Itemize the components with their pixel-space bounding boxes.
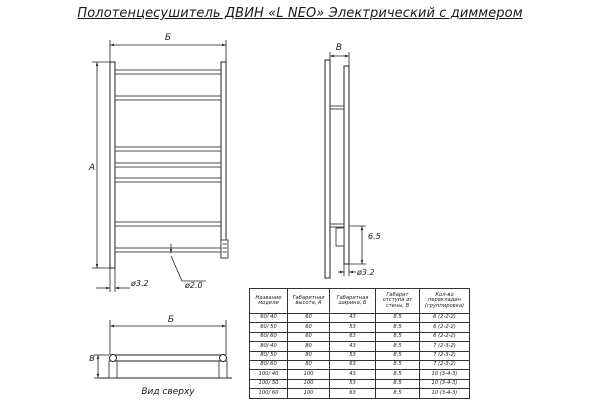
header-bars: Кол-во перекладин (группировка) <box>420 289 470 314</box>
front-valve-diameter-label: ø2.0 <box>185 281 203 290</box>
table-row <box>250 360 470 369</box>
side-mount-height-label: 6.5 <box>368 232 381 241</box>
cell-model: 60/ 50 <box>250 323 288 332</box>
cell-height: 60 <box>288 332 330 341</box>
side-view <box>325 43 381 278</box>
cell-width: 43 <box>330 370 376 379</box>
crossbars <box>115 70 221 252</box>
cell-model: 100/ 60 <box>250 389 288 398</box>
top-mount-left <box>109 361 117 378</box>
cell-model: 60/ 40 <box>250 314 288 323</box>
table-row <box>250 389 470 398</box>
cell-height: 80 <box>288 360 330 369</box>
spec-table <box>249 288 470 399</box>
table-row <box>250 332 470 341</box>
cell-bars: 10 (3-4-3) <box>420 370 470 379</box>
header-depth: Габарит отступа от стены, В <box>376 289 420 314</box>
cell-depth: 8.5 <box>376 323 420 332</box>
header-model: Название модели <box>250 289 288 314</box>
top-right-end <box>220 355 227 362</box>
front-width-label: Б <box>164 33 172 43</box>
front-view <box>88 33 228 292</box>
table-row <box>250 351 470 360</box>
top-depth-dimension <box>94 355 109 378</box>
top-view-caption: Вид сверху <box>141 387 195 397</box>
table-row <box>250 379 470 388</box>
cell-depth: 8.5 <box>376 360 420 369</box>
header-width: Габаритная ширина, Б <box>330 289 376 314</box>
front-height-label: A <box>88 163 96 173</box>
cell-width: 63 <box>330 389 376 398</box>
cell-height: 100 <box>288 389 330 398</box>
cell-bars: 7 (2-3-2) <box>420 360 470 369</box>
lower-bracket-cap <box>336 228 344 246</box>
table-row <box>250 342 470 351</box>
cell-height: 60 <box>288 314 330 323</box>
cell-bars: 6 (2-2-2) <box>420 332 470 341</box>
cell-width: 53 <box>330 351 376 360</box>
cell-height: 80 <box>288 351 330 360</box>
cell-height: 100 <box>288 370 330 379</box>
cell-width: 53 <box>330 379 376 388</box>
front-width-dimension <box>110 40 226 62</box>
table-row <box>250 370 470 379</box>
table-header-row <box>250 289 470 314</box>
cell-depth: 8.5 <box>376 370 420 379</box>
cell-depth: 8.5 <box>376 351 420 360</box>
cell-height: 80 <box>288 342 330 351</box>
top-width-dimension <box>110 320 226 355</box>
front-pipe-diameter-label: ø3.2 <box>131 279 149 288</box>
side-rail <box>344 66 349 264</box>
side-depth-dimension <box>330 52 349 66</box>
cell-model: 100/ 40 <box>250 370 288 379</box>
side-mount-dimension <box>349 226 366 264</box>
side-depth-label: B <box>335 43 343 53</box>
cell-width: 43 <box>330 314 376 323</box>
cell-depth: 8.5 <box>376 332 420 341</box>
cell-model: 60/ 60 <box>250 332 288 341</box>
front-pipe-dimension <box>96 268 130 292</box>
cell-width: 63 <box>330 332 376 341</box>
top-left-end <box>110 355 117 362</box>
upper-bracket <box>330 106 344 109</box>
cell-width: 63 <box>330 360 376 369</box>
cell-bars: 6 (2-2-2) <box>420 314 470 323</box>
cell-model: 80/ 60 <box>250 360 288 369</box>
page-title: Полотенцесушитель ДВИН «L NEO» Электрический с диммером <box>77 6 523 21</box>
cell-depth: 8.5 <box>376 342 420 351</box>
top-width-label: Б <box>167 315 175 325</box>
cell-depth: 8.5 <box>376 379 420 388</box>
top-depth-label: B <box>89 354 95 363</box>
cell-bars: 6 (2-2-2) <box>420 323 470 332</box>
cell-model: 100/ 50 <box>250 379 288 388</box>
table-row <box>250 314 470 323</box>
cell-bars: 7 (2-3-2) <box>420 342 470 351</box>
side-pipe-dimension <box>338 264 356 276</box>
cell-bars: 7 (2-3-2) <box>420 351 470 360</box>
cell-depth: 8.5 <box>376 389 420 398</box>
top-mount-right <box>219 361 227 378</box>
cell-bars: 10 (3-4-3) <box>420 379 470 388</box>
cell-model: 80/ 50 <box>250 351 288 360</box>
cell-width: 53 <box>330 323 376 332</box>
wall <box>325 60 330 278</box>
cell-depth: 8.5 <box>376 314 420 323</box>
top-bar <box>111 355 225 361</box>
cell-height: 100 <box>288 379 330 388</box>
header-height: Габаритная высота, А <box>288 289 330 314</box>
cell-model: 80/ 40 <box>250 342 288 351</box>
side-pipe-diameter-label: ø3.2 <box>357 268 375 277</box>
left-rail <box>110 62 115 268</box>
top-view <box>89 315 232 397</box>
cell-bars: 10 (3-4-3) <box>420 389 470 398</box>
lower-bracket <box>330 224 344 227</box>
cell-height: 60 <box>288 323 330 332</box>
cell-width: 43 <box>330 342 376 351</box>
right-rail <box>221 62 228 258</box>
table-row <box>250 323 470 332</box>
